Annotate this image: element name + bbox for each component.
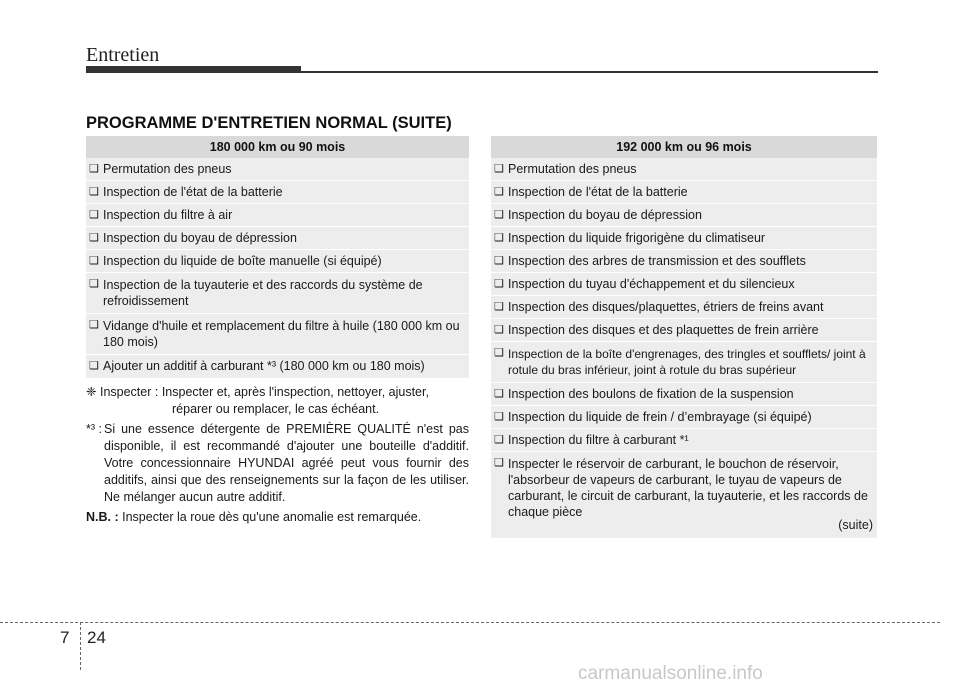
page-number: 24 — [87, 628, 106, 647]
note-additive — [86, 421, 469, 506]
maintenance-item: ❑ Inspection de l'état de la batterie — [491, 181, 877, 204]
maintenance-item: ❑ Inspection du liquide frigorigène du climatiseur — [491, 227, 877, 250]
maintenance-item: ❑ Inspection de la boîte d'engrenages, des tringles et soufflets/ joint à rotule du bras inférieur, joint à rotule du bras supérieur — [491, 342, 877, 383]
maintenance-item: ❑ Inspection des disques et des plaquettes de frein arrière — [491, 319, 877, 342]
checkbox-icon: ❑ — [494, 278, 504, 290]
maintenance-item: ❑ Inspection du liquide de boîte manuelle (si équipé) — [86, 250, 469, 273]
maintenance-box-192000 — [491, 136, 877, 538]
note-additive-text: Si une essence détergente de PREMIÈRE QUALITÉ n'est pas disponible, il est recommandé d'ajouter une bouteille d'additif. Votre concessionnaire HYUNDAI agréé peut vous fournir des additifs, ainsi que des renseignements sur la façon de les utiliser. Ne mélanger aucun autre additif. — [104, 422, 469, 504]
checkbox-icon: ❑ — [494, 434, 504, 446]
checkbox-icon: ❑ — [89, 209, 99, 221]
chapter-number: 7 — [60, 628, 70, 647]
checkbox-icon: ❑ — [89, 232, 99, 244]
checkbox-icon: ❑ — [89, 186, 99, 198]
footnotes — [86, 384, 469, 529]
checkbox-icon: ❑ — [494, 209, 504, 221]
note-inspect-label: Inspecter : — [99, 385, 159, 399]
checkbox-icon: ❑ — [494, 457, 504, 469]
maintenance-item: ❑ Inspection des arbres de transmission et des soufflets — [491, 250, 877, 273]
maintenance-item: ❑ Inspection du boyau de dépression — [491, 204, 877, 227]
footer-vertical-divider — [80, 622, 81, 670]
maintenance-box-heading: 180 000 km ou 90 mois — [86, 136, 469, 158]
maintenance-item: ❑ Inspection des boulons de fixation de la suspension — [491, 383, 877, 406]
maintenance-item: ❑ Ajouter un additif à carburant *³ (180 000 km ou 180 mois) — [89, 359, 425, 373]
checkbox-icon: ❑ — [89, 255, 99, 267]
maintenance-item: ❑ Inspection du tuyau d'échappement et du silencieux — [491, 273, 877, 296]
checkbox-icon: ❑ — [494, 324, 504, 336]
checkbox-icon: ❑ — [494, 411, 504, 423]
checkbox-icon: ❑ — [494, 388, 504, 400]
header-rule-thin — [86, 71, 878, 73]
maintenance-box-180000 — [86, 136, 469, 378]
maintenance-item: ❑ Inspection des disques/plaquettes, étriers de freins avant — [491, 296, 877, 319]
maintenance-item: ❑ Inspection du liquide de frein / d’embrayage (si équipé) — [491, 406, 877, 429]
section-title: PROGRAMME D'ENTRETIEN NORMAL (SUITE) — [86, 114, 452, 132]
maintenance-item: ❑ Inspection du boyau de dépression — [86, 227, 469, 250]
continued-label: (suite) — [838, 518, 873, 532]
watermark: carmanualsonline.info — [578, 663, 763, 684]
checkbox-icon: ❑ — [494, 163, 504, 175]
checkbox-icon: ❑ — [494, 186, 504, 198]
note-inspect — [86, 384, 469, 418]
page-header-title: Entretien — [86, 44, 160, 66]
checkbox-icon: ❑ — [494, 301, 504, 313]
checkbox-icon: ❑ — [89, 278, 99, 290]
maintenance-item: ❑ Inspecter le réservoir de carburant, le bouchon de réservoir, l'absorbeur de vapeurs de carburant, le tuyau de vapeurs de carburant, le circuit de carburant, la tuyauterie, et les raccords de chaque pièce — [494, 457, 868, 519]
note-inspect-text: Inspecter et, après l'inspection, nettoyer, ajuster, — [161, 385, 429, 399]
checkbox-icon: ❑ — [89, 360, 99, 372]
maintenance-item: ❑ Inspection du filtre à air — [86, 204, 469, 227]
maintenance-item: ❑ Inspection du filtre à carburant *¹ — [491, 429, 877, 452]
checkbox-icon: ❑ — [89, 163, 99, 175]
maintenance-item: ❑ Inspection de la tuyauterie et des raccords du système de refroidissement — [86, 273, 469, 314]
maintenance-item: ❑ Permutation des pneus — [86, 158, 469, 181]
footer-divider — [0, 622, 940, 623]
note-nb-text: Inspecter la roue dès qu'une anomalie est remarquée. — [122, 510, 422, 524]
maintenance-item: ❑ Vidange d'huile et remplacement du filtre à huile (180 000 km ou 180 mois) — [86, 314, 469, 355]
maintenance-item: ❑ Inspection de l'état de la batterie — [86, 181, 469, 204]
checkbox-icon: ❑ — [494, 347, 504, 359]
maintenance-list — [491, 158, 877, 524]
maintenance-box-heading: 192 000 km ou 96 mois — [491, 136, 877, 158]
note-nb — [86, 509, 469, 526]
note-additive-mark: *³ : — [86, 422, 102, 436]
note-inspect-text-cont: réparer ou remplacer, le cas échéant. — [172, 402, 380, 416]
maintenance-item: ❑ Permutation des pneus — [491, 158, 877, 181]
note-nb-label: N.B. : — [86, 510, 119, 524]
checkbox-icon: ❑ — [494, 255, 504, 267]
checkbox-icon: ❑ — [89, 319, 99, 331]
asterism-icon: ❈ — [86, 385, 97, 399]
checkbox-icon: ❑ — [494, 232, 504, 244]
maintenance-list — [86, 158, 469, 377]
